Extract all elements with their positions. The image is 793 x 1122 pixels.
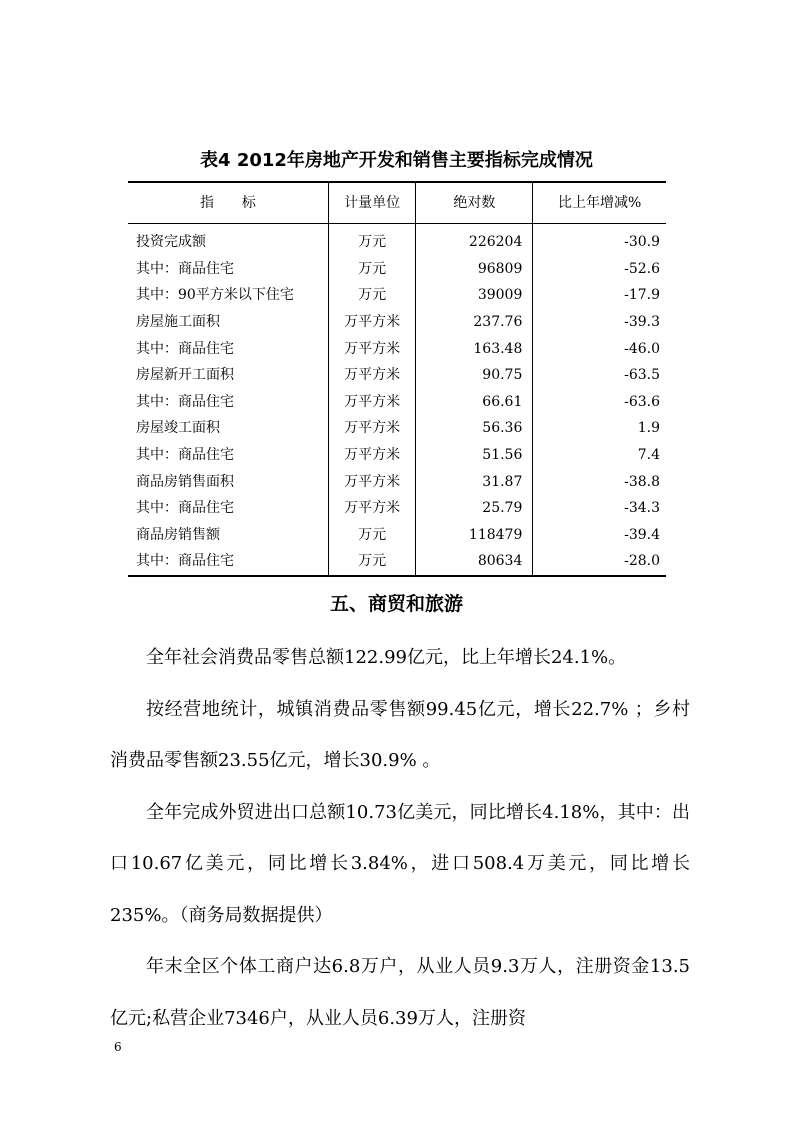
header-change: 比上年增减% [533, 182, 666, 224]
cell-change: -39.3 [533, 309, 666, 336]
paragraph-retail: 全年社会消费品零售总额122.99亿元，比上年增长24.1%。 [146, 647, 627, 668]
cell-change: 7.4 [533, 442, 666, 469]
paragraph-urban-rural: 按经营地统计，城镇消费品零售额99.45亿元，增长22.7% ；乡村消费品零售额23.55亿元，增长30.9% 。 [110, 698, 690, 771]
cell-indicator: 商品房销售面积 [136, 473, 234, 490]
cell-unit: 万平方米 [328, 415, 415, 442]
cell-indicator: 投资完成额 [136, 234, 206, 251]
cell-absolute: 25.79 [416, 495, 533, 522]
table-row [128, 548, 666, 576]
cell-change: -39.4 [533, 522, 666, 549]
cell-unit: 万元 [328, 256, 415, 283]
cell-unit: 万平方米 [328, 362, 415, 389]
cell-indicator: 房屋新开工面积 [136, 367, 234, 384]
table-row [128, 309, 666, 336]
cell-absolute: 31.87 [416, 468, 533, 495]
table-row [128, 256, 666, 283]
cell-unit: 万元 [328, 224, 415, 256]
cell-indicator: 其中：商品住宅 [136, 393, 234, 410]
cell-change: -63.5 [533, 362, 666, 389]
cell-change: -52.6 [533, 256, 666, 283]
cell-absolute: 163.48 [416, 335, 533, 362]
cell-indicator: 其中：商品住宅 [136, 447, 234, 464]
cell-indicator: 商品房销售额 [136, 526, 220, 543]
cell-change: -46.0 [533, 335, 666, 362]
body-text [110, 632, 690, 1044]
cell-indicator: 其中：90平方米以下住宅 [136, 287, 294, 304]
table-row [128, 468, 666, 495]
cell-unit: 万平方米 [328, 335, 415, 362]
cell-change: -28.0 [533, 548, 666, 576]
table-row [128, 495, 666, 522]
cell-change: -38.8 [533, 468, 666, 495]
cell-indicator: 其中：商品住宅 [136, 340, 234, 357]
cell-unit: 万平方米 [328, 389, 415, 416]
table-row [128, 282, 666, 309]
cell-change: -30.9 [533, 224, 666, 256]
cell-unit: 万平方米 [328, 495, 415, 522]
cell-indicator: 房屋竣工面积 [136, 420, 220, 437]
cell-absolute: 66.61 [416, 389, 533, 416]
cell-change: 1.9 [533, 415, 666, 442]
cell-absolute: 51.56 [416, 442, 533, 469]
cell-unit: 万平方米 [328, 309, 415, 336]
cell-absolute: 80634 [416, 548, 533, 576]
cell-absolute: 226204 [416, 224, 533, 256]
header-unit: 计量单位 [328, 182, 415, 224]
cell-absolute: 237.76 [416, 309, 533, 336]
cell-change: -63.6 [533, 389, 666, 416]
table-header-row [128, 182, 666, 224]
cell-unit: 万元 [328, 522, 415, 549]
table-row [128, 389, 666, 416]
cell-indicator: 其中：商品住宅 [136, 260, 234, 277]
header-indicator: 指 标 [128, 182, 328, 224]
paragraph-foreign-trade: 全年完成外贸进出口总额10.73亿美元，同比增长4.18%，其中：出口10.67亿美元，同比增长3.84%，进口508.4万美元，同比增长235%。（商务局数据提供） [110, 801, 690, 926]
cell-absolute: 90.75 [416, 362, 533, 389]
table-row [128, 224, 666, 256]
cell-unit: 万平方米 [328, 442, 415, 469]
cell-absolute: 56.36 [416, 415, 533, 442]
cell-absolute: 118479 [416, 522, 533, 549]
cell-indicator: 房屋施工面积 [136, 314, 220, 331]
cell-unit: 万平方米 [328, 468, 415, 495]
header-absolute: 绝对数 [416, 182, 533, 224]
table-row [128, 522, 666, 549]
cell-indicator: 其中：商品住宅 [136, 500, 234, 517]
cell-indicator: 其中：商品住宅 [128, 548, 328, 576]
table-row [128, 415, 666, 442]
table-body [128, 224, 666, 576]
cell-absolute: 96809 [416, 256, 533, 283]
cell-unit: 万元 [328, 282, 415, 309]
cell-absolute: 39009 [416, 282, 533, 309]
cell-change: -17.9 [533, 282, 666, 309]
cell-unit: 万元 [328, 548, 415, 576]
table-title: 表4 2012年房地产开发和销售主要指标完成情况 [200, 150, 593, 171]
table-row [128, 362, 666, 389]
section-title: 五、商贸和旅游 [329, 593, 463, 615]
cell-change: -34.3 [533, 495, 666, 522]
table-row [128, 335, 666, 362]
page-number: 6 [114, 1040, 122, 1054]
real-estate-table [128, 181, 666, 577]
paragraph-enterprises: 年末全区个体工商户达6.8万户，从业人员9.3万人，注册资金13.5亿元;私营企业7346户，从业人员6.39万人，注册资 [110, 956, 690, 1029]
table-row [128, 442, 666, 469]
